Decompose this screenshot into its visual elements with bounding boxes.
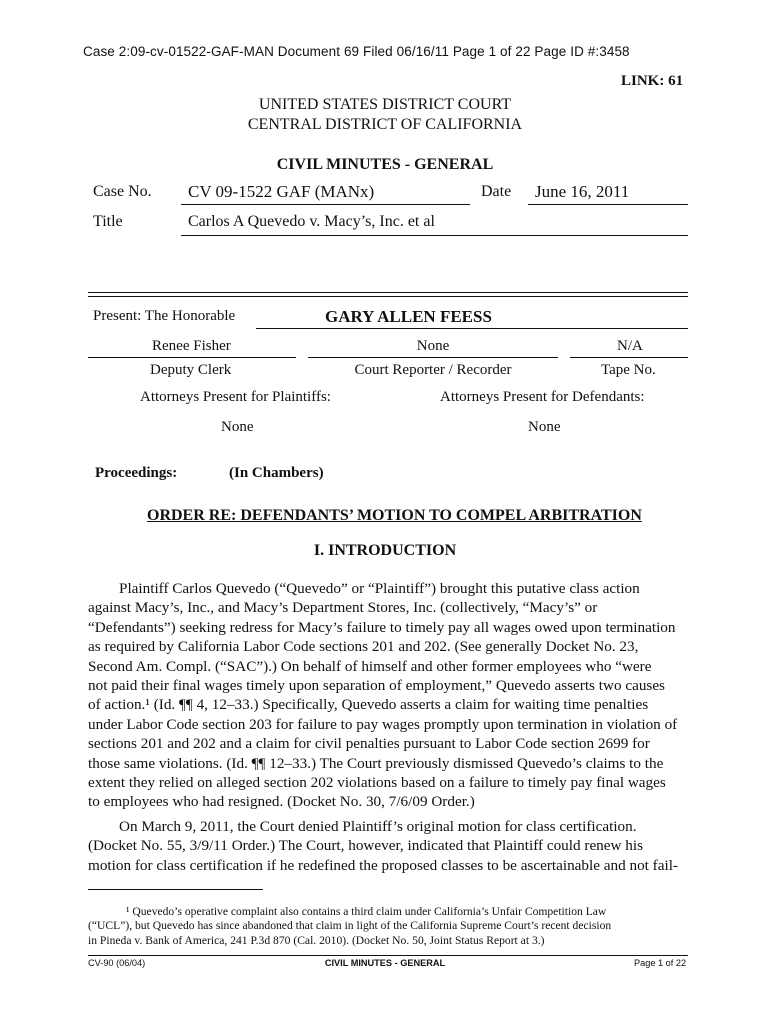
case-title-value: Carlos A Quevedo v. Macy’s, Inc. et al bbox=[188, 213, 435, 230]
paragraph-line: of action.¹ (Id. ¶¶ 4, 12–33.) Specifically, Quevedo asserts a claim for waiting time penalties bbox=[88, 696, 649, 714]
court-name: UNITED STATES DISTRICT COURT bbox=[258, 96, 512, 113]
footnote-line: in Pineda v. Bank of America, 241 P.3d 870 (Cal. 2010). (Docket No. 50, Joint Status Report at 3.) bbox=[88, 933, 545, 947]
date-label: Date bbox=[481, 183, 512, 200]
judge-underline bbox=[256, 328, 688, 329]
paragraph-introduction bbox=[88, 579, 677, 812]
paragraph-line: sections 201 and 202 and a claim for civil penalties pursuant to Labor Code section 2699 for bbox=[88, 735, 650, 753]
paragraph-line: On March 9, 2011, the Court denied Plaintiff’s original motion for class certification. bbox=[119, 818, 637, 835]
paragraph-line: against Macy’s, Inc., and Macy’s Department Stores, Inc. (collectively, “Macy’s” or bbox=[88, 599, 598, 617]
paragraph-line: Second Am. Compl. (“SAC”).) On behalf of himself and other former employees who “were bbox=[88, 657, 652, 675]
defendant-attorneys-label: Attorneys Present for Defendants: bbox=[440, 389, 645, 405]
case-no-underline bbox=[181, 204, 470, 205]
case-no-label: Case No. bbox=[93, 183, 152, 200]
filing-header-stamp: Case 2:09-cv-01522-GAF-MAN Document 69 Filed 06/16/11 Page 1 of 22 Page ID #:3458 bbox=[83, 44, 630, 59]
paragraph-line: not paid their final wages timely upon separation of employment,” Quevedo asserts two causes bbox=[88, 677, 665, 695]
link-label: LINK: 61 bbox=[621, 73, 684, 89]
present-label: Present: The Honorable bbox=[93, 308, 236, 324]
double-rule-top bbox=[88, 292, 688, 293]
footnote-line: (“UCL”), but Quevedo has since abandoned that claim in light of the California Supreme Court’s recent decision bbox=[88, 919, 612, 933]
deputy-clerk-label: Deputy Clerk bbox=[150, 362, 232, 378]
tape-no-label: Tape No. bbox=[601, 362, 656, 378]
paragraph-line: those same violations. (Id. ¶¶ 12–33.) The Court previously dismissed Quevedo’s claims to the bbox=[88, 754, 664, 772]
court-reporter-name: None bbox=[416, 338, 450, 354]
court-district: CENTRAL DISTRICT OF CALIFORNIA bbox=[247, 116, 523, 133]
double-rule-bottom bbox=[88, 296, 688, 297]
title-underline bbox=[181, 235, 688, 236]
paragraph-line: motion for class certification if he redefined the proposed classes to be ascertainable and not fail- bbox=[88, 856, 678, 874]
reporter-underline bbox=[308, 357, 558, 358]
date-underline bbox=[528, 204, 688, 205]
clerk-underline bbox=[88, 357, 296, 358]
paragraph-class-certification bbox=[88, 817, 678, 875]
proceedings-value: (In Chambers) bbox=[229, 465, 324, 481]
paragraph-line: “Defendants”) seeking redress for Macy’s failure to timely pay all wages owed upon termination bbox=[88, 618, 676, 636]
footer-title: CIVIL MINUTES - GENERAL bbox=[324, 958, 446, 968]
paragraph-line: to employees who had resigned. (Docket No. 30, 7/6/09 Order.) bbox=[88, 793, 475, 811]
footnote-line: ¹ Quevedo’s operative complaint also contains a third claim under California’s Unfair Competition Law bbox=[126, 905, 607, 918]
case-no-value: CV 09-1522 GAF (MANx) bbox=[188, 182, 375, 201]
section-heading: I. INTRODUCTION bbox=[313, 542, 457, 559]
defendant-attorneys-value: None bbox=[528, 419, 561, 435]
paragraph-line: as required by California Labor Code sections 201 and 202. (See generally Docket No. 23, bbox=[88, 638, 639, 656]
paragraph-line: Plaintiff Carlos Quevedo (“Quevedo” or “Plaintiff”) brought this putative class action bbox=[119, 580, 640, 597]
plaintiff-attorneys-label: Attorneys Present for Plaintiffs: bbox=[140, 389, 331, 405]
footer-page-number: Page 1 of 22 bbox=[634, 958, 687, 968]
paragraph-line: under Labor Code section 203 for failure to pay wages promptly upon termination in violation of bbox=[88, 715, 678, 733]
plaintiff-attorneys-value: None bbox=[221, 419, 254, 435]
paragraph-line: (Docket No. 55, 3/9/11 Order.) The Court, however, indicated that Plaintiff could renew his bbox=[88, 837, 644, 855]
title-label: Title bbox=[93, 213, 123, 230]
judge-name: GARY ALLEN FEESS bbox=[325, 307, 492, 326]
tape-underline bbox=[570, 357, 688, 358]
paragraph-line: extent they relied on alleged section 202 violations based on a failure to timely pay final wages bbox=[88, 774, 666, 792]
order-title: ORDER RE: DEFENDANTS’ MOTION TO COMPEL ARBITRATION bbox=[147, 507, 642, 524]
footnote bbox=[88, 905, 611, 948]
proceedings-label: Proceedings: bbox=[95, 465, 178, 481]
tape-no-value: N/A bbox=[617, 338, 643, 354]
footnote-separator bbox=[88, 889, 263, 890]
minutes-title: CIVIL MINUTES - GENERAL bbox=[276, 156, 494, 173]
deputy-clerk-name: Renee Fisher bbox=[152, 338, 231, 354]
court-reporter-label: Court Reporter / Recorder bbox=[354, 362, 512, 378]
date-value: June 16, 2011 bbox=[535, 182, 630, 201]
footer-rule bbox=[88, 955, 688, 956]
footer-form-number: CV-90 (06/04) bbox=[88, 958, 146, 968]
